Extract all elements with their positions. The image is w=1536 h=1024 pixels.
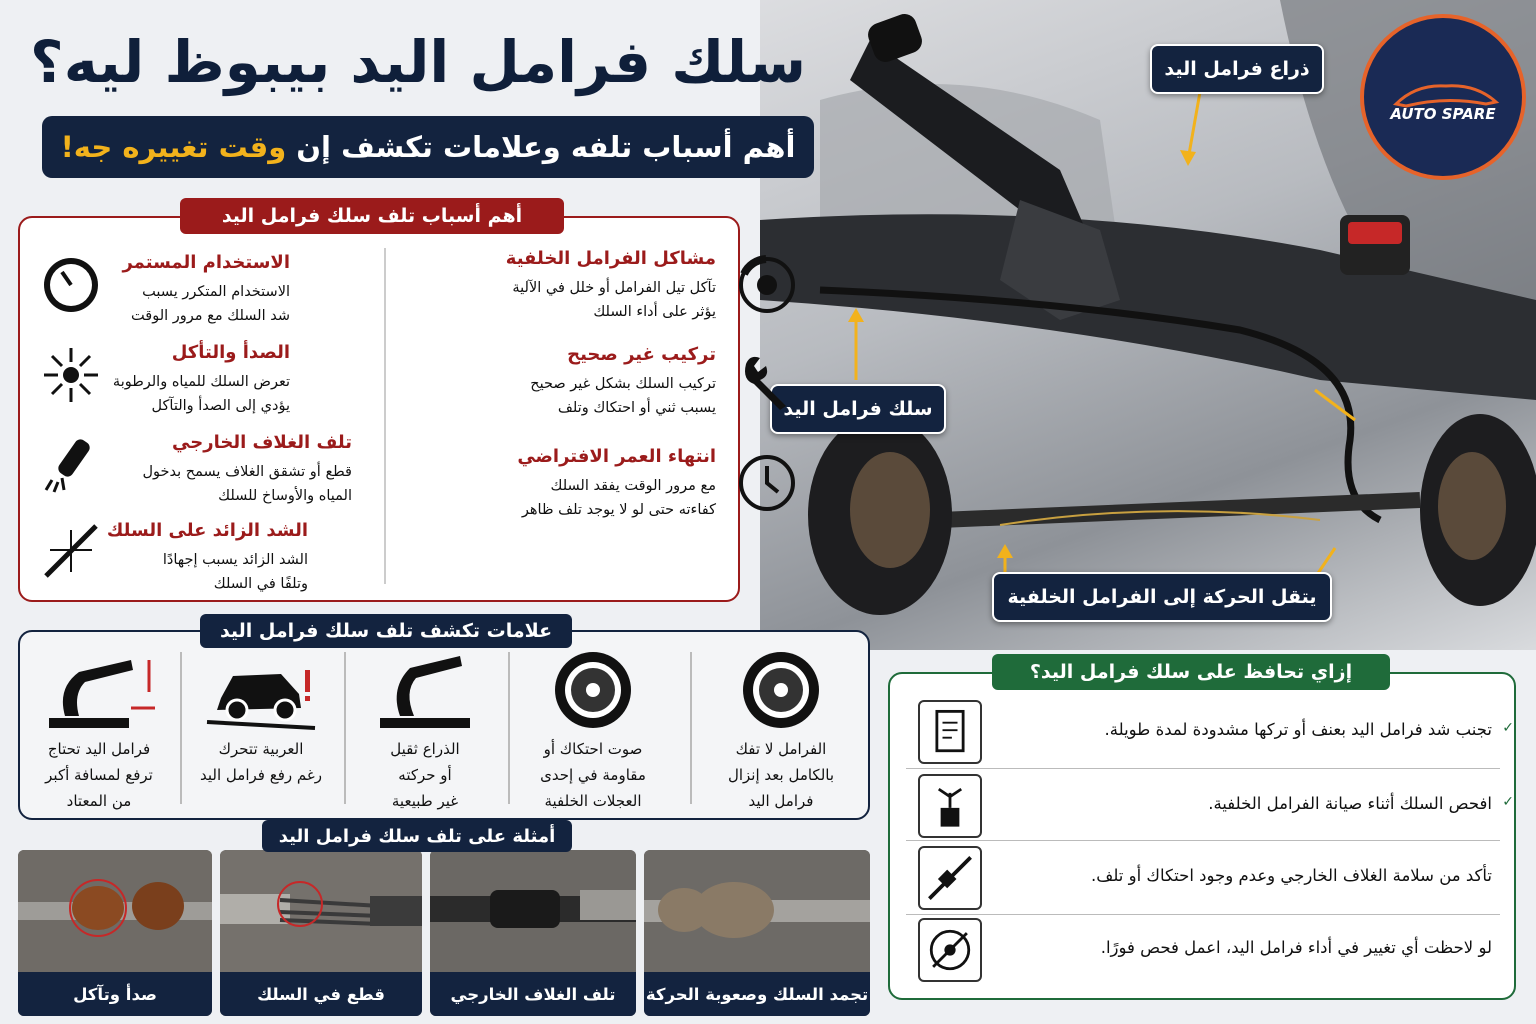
sign-text: العربية تتحرك رغم رفع فرامل اليد — [200, 740, 322, 784]
cause-item — [396, 446, 716, 536]
example-photo — [220, 850, 422, 1016]
wheel-brake-icon — [739, 648, 823, 732]
cable-label: سلك فرامل اليد — [770, 384, 946, 434]
car-logo-icon — [1386, 74, 1506, 114]
examples-heading: أمثلة على تلف سلك فرامل اليد — [262, 820, 572, 852]
maintain-divider — [906, 768, 1500, 769]
brake-disc-icon — [736, 254, 798, 316]
subtitle-text: أهم أسباب تلفه وعلامات تكشف إن — [296, 130, 796, 164]
maintain-item — [904, 916, 1500, 984]
sign-item — [180, 648, 342, 813]
maintain-divider — [906, 840, 1500, 841]
sign-divider — [690, 652, 692, 804]
gauge-icon — [40, 254, 102, 316]
sign-divider — [508, 652, 510, 804]
checklist-icon — [918, 700, 982, 764]
sign-item — [18, 648, 180, 813]
sheath-icon — [40, 432, 102, 494]
check-icon: ✓ — [1502, 720, 1514, 736]
sign-text: صوت احتكاك أو مقاومة في إحدى العجلات الخلفية — [540, 740, 646, 810]
example-photo — [430, 850, 636, 1016]
cause-desc: تعرض السلك للمياه والرطوبة يؤدي إلى الصدأ والتآكل — [112, 374, 290, 414]
sign-text: الذراع ثقيل أو حركته غير طبيعية — [390, 740, 460, 810]
cause-desc: تركيب السلك بشكل غير صحيح يسبب ثني أو احتكاك وتلف — [530, 376, 716, 416]
maintain-text: لو لاحظت أي تغيير في أداء فرامل اليد، اعمل فحص فورًا. — [1100, 938, 1492, 957]
cause-title: الشد الزائد على السلك — [106, 520, 308, 541]
cause-item — [396, 248, 716, 338]
sign-item — [344, 648, 506, 813]
sign-divider — [180, 652, 182, 804]
page-title: سلك فرامل اليد بيبوظ ليه؟ — [30, 28, 806, 96]
maintain-item — [904, 844, 1500, 912]
cause-title: انتهاء العمر الافتراضي — [517, 446, 716, 467]
lever-label: ذراع فرامل اليد — [1150, 44, 1324, 94]
maintain-text: تأكد من سلامة الغلاف الخارجي وعدم وجود احتكاك أو تلف. — [1091, 866, 1492, 885]
cause-title: مشاكل الفرامل الخلفية — [505, 248, 716, 269]
sign-item — [512, 648, 674, 813]
damaged-sheath-image — [430, 850, 636, 972]
cable-icon — [918, 846, 982, 910]
example-caption: قطع في السلك — [220, 972, 422, 1016]
example-caption: صدأ وتآكل — [18, 972, 212, 1016]
subtitle-highlight: وقت تغييره جه! — [60, 130, 287, 164]
causes-heading: أهم أسباب تلف سلك فرامل اليد — [180, 198, 564, 234]
cause-title: الصدأ والتأكل — [171, 342, 290, 363]
cause-title: تركيب غير صحيح — [567, 344, 716, 365]
brand-name: AUTO SPARE — [1390, 105, 1496, 123]
sign-item — [700, 648, 862, 813]
rust-cable-image — [18, 850, 212, 972]
maintain-heading: إزاي تحافظ على سلك فرامل اليد؟ — [992, 654, 1390, 690]
cause-title: تلف الغلاف الخارجي — [172, 432, 352, 453]
lever-travel-icon — [39, 648, 159, 732]
heavy-lever-icon — [370, 648, 480, 732]
sign-text: فرامل اليد تحتاج ترفع لمسافة أكبر من المعتاد — [45, 740, 153, 810]
broken-cable-image — [220, 850, 422, 972]
cause-desc: الشد الزائد يسبب إجهادًا وتلفًا في السلك — [162, 552, 308, 592]
causes-divider — [384, 248, 386, 584]
cause-desc: مع مرور الوقت يفقد السلك كفاءته حتى لو لا يوجد تلف ظاهر — [521, 478, 716, 518]
cause-desc: الاستخدام المتكرر يسبب شد السلك مع مرور الوقت — [131, 284, 290, 324]
check-icon: ✓ — [1502, 794, 1514, 810]
maintain-text: افحص السلك أثناء صيانة الفرامل الخلفية. — [1208, 794, 1492, 813]
maintain-divider — [906, 914, 1500, 915]
wrench-icon — [736, 350, 798, 412]
example-photo — [644, 850, 870, 1016]
car-moving-icon — [201, 648, 321, 732]
brand-logo — [1360, 14, 1526, 180]
example-caption: تجمد السلك وصعوبة الحركة — [644, 972, 870, 1016]
example-caption: تلف الغلاف الخارجي — [430, 972, 636, 1016]
tension-icon — [40, 520, 102, 582]
rust-icon — [40, 344, 102, 406]
sign-text: الفرامل لا تفك بالكامل بعد إنزال فرامل اليد — [727, 740, 835, 810]
clock-icon — [736, 452, 798, 514]
inspect-icon — [918, 774, 982, 838]
maintain-item — [904, 772, 1514, 840]
frozen-cable-image — [644, 850, 870, 972]
cause-item — [396, 344, 716, 434]
transfer-label: يتقل الحركة إلى الفرامل الخلفية — [992, 572, 1332, 622]
wheel-noise-icon — [551, 648, 635, 732]
cause-desc: قطع أو تشقق الغلاف يسمح بدخول المياه والأوساخ للسلك — [142, 464, 352, 504]
sign-divider — [344, 652, 346, 804]
brake-check-icon — [918, 918, 982, 982]
maintain-item — [904, 698, 1514, 766]
cause-desc: تآكل تيل الفرامل أو خلل في الآلية يؤثر على أداء السلك — [512, 280, 716, 320]
example-photo — [18, 850, 212, 1016]
maintain-text: تجنب شد فرامل اليد بعنف أو تركها مشدودة لمدة طويلة. — [1104, 720, 1492, 739]
cause-title: الاستخدام المستمر — [122, 252, 290, 273]
page-subtitle — [42, 116, 814, 178]
signs-heading: علامات تكشف تلف سلك فرامل اليد — [200, 614, 572, 648]
